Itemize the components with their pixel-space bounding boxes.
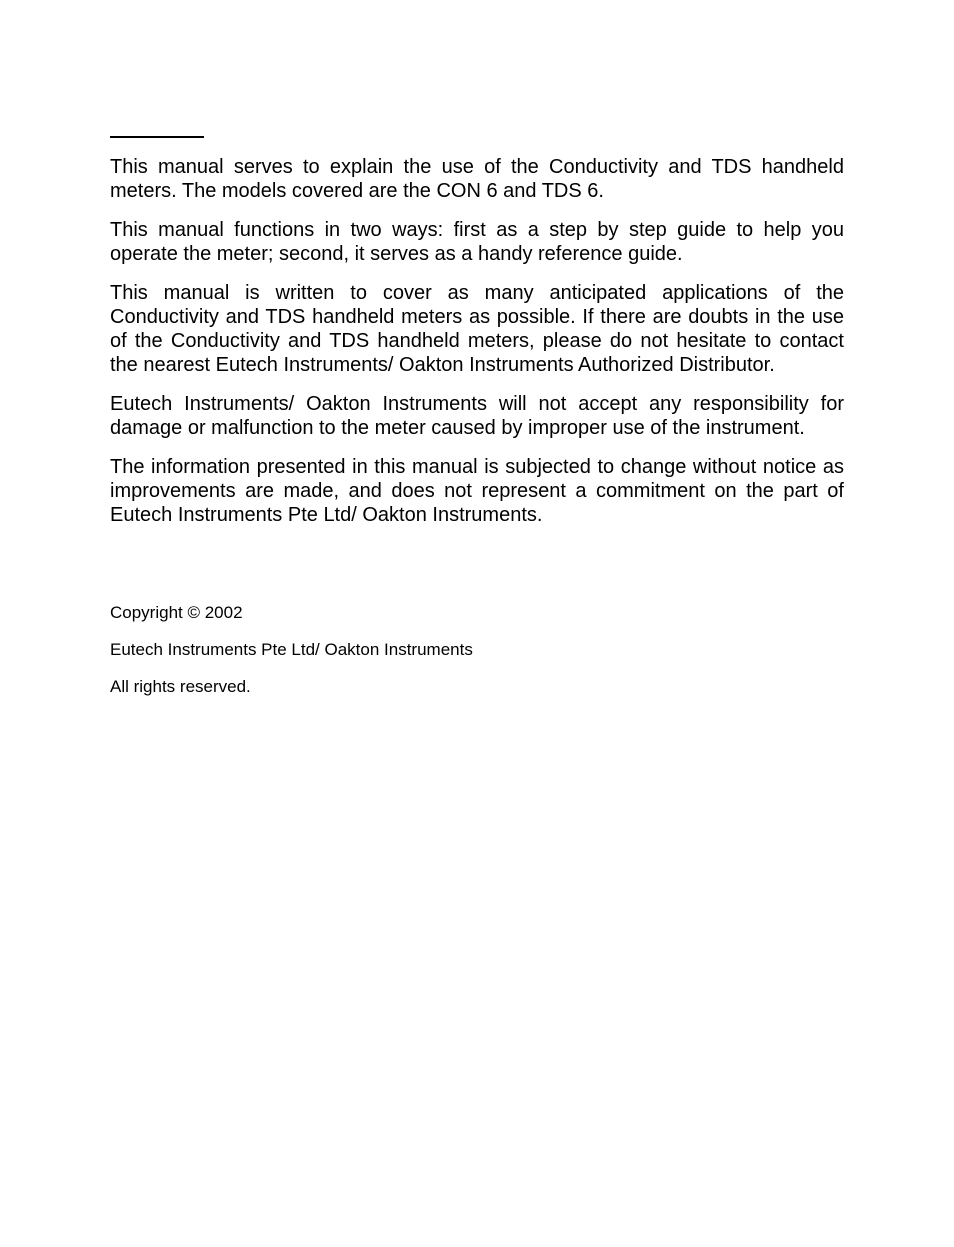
intro-paragraph-changes: The information presented in this manual is subjected to change without notice as improvements are made, and does not represent a commitment on the part of Eutech Instruments Pte Ltd/ Oakton Instruments. [110,456,844,526]
manual-introduction [110,155,844,542]
intro-paragraph-scope: This manual is written to cover as many anticipated applications of the Conductivity and TDS handheld meters as possible. If there are doubts in the use of the Conductivity and TDS handheld meters, please do not hesitate to contact the nearest Eutech Instruments/ Oakton Instruments Authorized Distributor. [110,282,844,376]
copyright-section [110,602,710,713]
intro-paragraph-purpose: This manual serves to explain the use of the Conductivity and TDS handheld meters. The models covered are the CON 6 and TDS 6. [110,156,844,202]
intro-paragraph-liability: Eutech Instruments/ Oakton Instruments will not accept any responsibility for damage or malfunction to the meter caused by improper use of the instrument. [110,393,844,439]
intro-paragraph-functions: This manual functions in two ways: first as a step by step guide to help you operate the meter; second, it serves as a handy reference guide. [110,219,844,265]
rights-reserved: All rights reserved. [110,677,251,696]
copyright-notice: Copyright © 2002 [110,603,243,622]
header-rule [110,136,204,138]
copyright-company: Eutech Instruments Pte Ltd/ Oakton Instruments [110,640,473,659]
